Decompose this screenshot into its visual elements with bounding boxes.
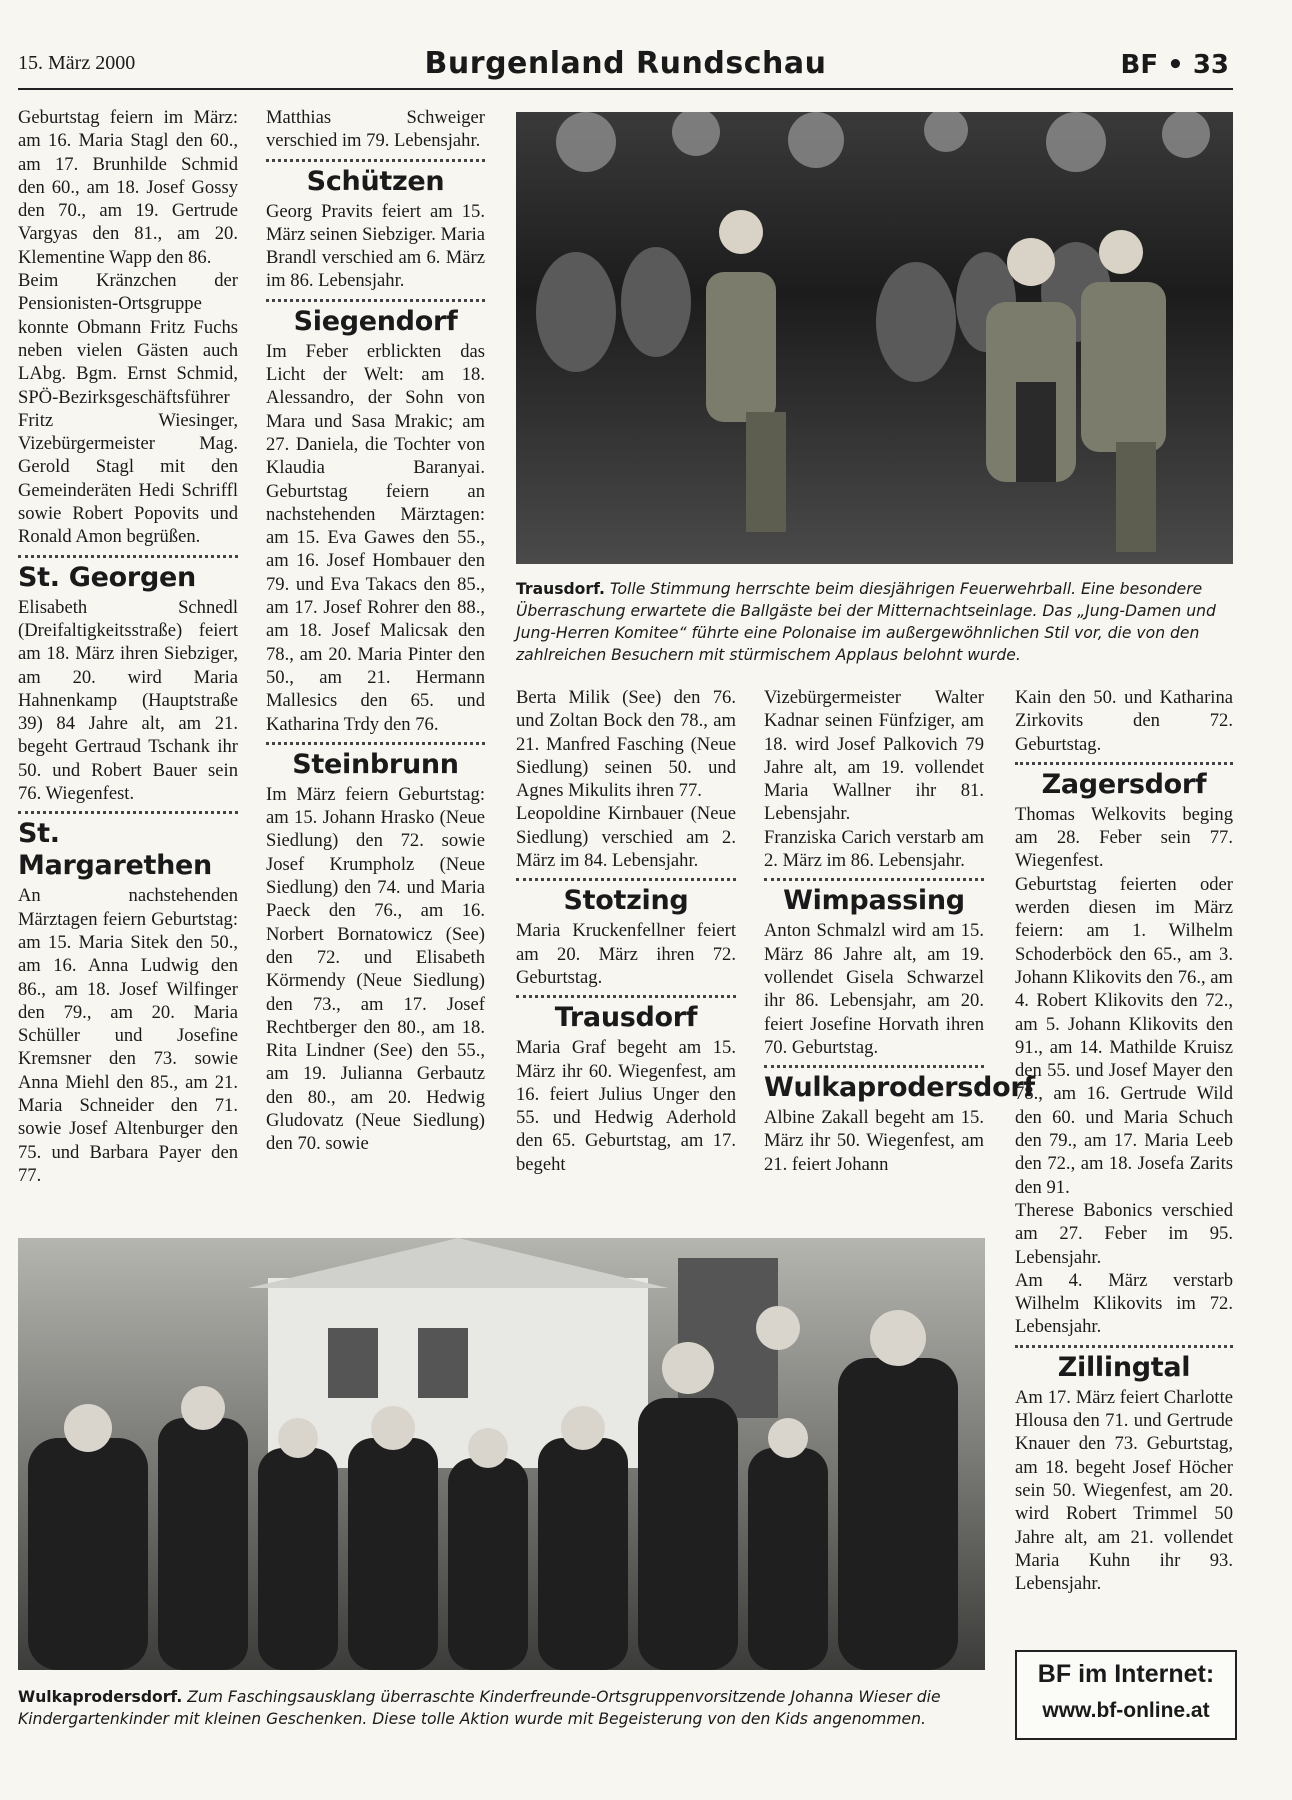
caption-place: Wulkaprodersdorf. <box>18 1688 183 1706</box>
dotted-divider <box>764 1065 984 1068</box>
website-box <box>1015 1650 1237 1740</box>
article-text: Im Feber erblickten das Licht der Welt: am 18. Alessandro, der Sohn von Mara und Sasa Mrakic; am 27. Daniela, die Tochter von Klaudia Baranyai. Geburtstag feiern an nachstehenden Märztagen: am 15. Eva Gawes den 55., am 16. Josef Hombauer den 79. und Eva Takacs den 85., am 17. Josef Rohrer den 88., am 18. Josef Malicsak den 78., am 20. Maria Pinter den 50., am 21. Hermann Mallesics den 65. und Katharina Trdy den 76. <box>266 340 485 735</box>
article-text: Leopoldine Kirnbauer (Neue Siedlung) verschied am 2. März im 84. Lebensjahr. <box>516 803 736 872</box>
article-text: Im März feiern Geburtstag: am 15. Johann Hrasko (Neue Siedlung) den 72. sowie Josef Krumpholz (Neue Siedlung) den 74. und Maria Paeck den 76., am 16. Norbert Bornatowicz (See) den 72. und Elisabeth Körmendy (Neue Siedlung) den 73., am 17. Josef Rechtberger den 80., am 18. Rita Lindner (See) den 55., am 19. Julianna Gerbautz den 80., am 20. Hedwig Gludovatz (Neue Siedlung) den 70. sowie <box>266 783 485 1155</box>
article-text: Berta Milik (See) den 76. und Zoltan Bock den 78., am 21. Manfred Fasching (Neue Siedlung) seinen 50. und Agnes Mikulits ihren 77. <box>516 687 736 802</box>
section-heading-siegendorf: Siegendorf <box>293 305 458 337</box>
section-heading-wimpassing: Wimpassing <box>783 885 965 917</box>
website-box-title: BF im Internet: <box>1037 1660 1215 1688</box>
dotted-divider <box>1015 1345 1233 1348</box>
section-heading-zillingtal: Zillingtal <box>1057 1351 1191 1383</box>
article-text: Anton Schmalzl wird am 15. März 86 Jahre alt, am 19. vollendet Gisela Schwarzel ihr 86. Lebensjahr, am 20. feiert Josefine Horvath ihren 70. Geburtstag. <box>764 920 984 1058</box>
photo-caption-wulkaprodersdorf <box>18 1686 985 1730</box>
caption-text: Zum Faschingsausklang überraschte Kinderfreunde-Ortsgruppenvorsitzende Johanna Wieser die Kindergartenkinder mit kleinen Geschenken. Diese tolle Aktion wurde mit Begeisterung von den Kids angenommen. <box>18 1688 941 1728</box>
article-text: Franziska Carich verstarb am 2. März im 86. Lebensjahr. <box>764 826 984 872</box>
photo-caption-trausdorf <box>516 578 1233 666</box>
dotted-divider <box>266 159 485 162</box>
article-text: An nachstehenden Märztagen feiern Geburtstag: am 15. Maria Sitek den 50., am 16. Anna Ludwig den 86., am 18. Josef Wilfinger den 79., am 20. Maria Schüller und Josefine Kremsner den 73. sowie Anna Miehl den 85., am 21. Maria Schneider den 71. sowie Josef Altenburger den 75. und Barbara Payer den 77. <box>18 885 238 1186</box>
section-heading-zagersdorf: Zagersdorf <box>1041 768 1207 800</box>
article-text: Vizebürgermeister Walter Kadnar seinen Fünfziger, am 18. wird Josef Palkovich 79 Jahre alt, am 19. vollendet Maria Wallner ihr 81. Lebensjahr. <box>764 687 984 825</box>
section-heading-st-georgen: St. Georgen <box>18 561 196 593</box>
section-heading-steinbrunn: Steinbrunn <box>292 748 459 780</box>
caption-text: Tolle Stimmung herrschte beim diesjährigen Feuerwehrball. Eine besondere Überraschung erwartete die Ballgäste bei der Mitternachtseinlage. Das „Jung-Damen und Jung-Herren Komitee“ führte eine Polonaise im außergewöhnlichen Stil vor, die von den zahlreichen Besuchern mit stürmischem Applaus belohnt wurde. <box>516 580 1216 664</box>
article-text: Elisabeth Schnedl (Dreifaltigkeitsstraße) feiert am 18. März ihren Siebziger, am 20. wird Maria Hahnenkamp (Hauptstraße 39) 84 Jahre alt, am 21. begeht Gertraud Tschank ihr 50. und Robert Bauer sein 76. Wiegenfest. <box>18 596 238 805</box>
issue-date: 15. März 2000 <box>18 52 136 74</box>
article-text: Am 4. März verstarb Wilhelm Klikovits im 72. Lebensjahr. <box>1015 1269 1233 1338</box>
article-text: Geburtstag feierten oder werden diesen im März feiern: am 1. Wilhelm Schoderböck den 65., am 3. Johann Klikovits den 76., am 4. Robert Klikovits den 72., am 5. Johann Klikovits den 91., am 14. Mathilde Kruisz den 55. und Josef Mayer den 78., am 16. Gertrude Wild den 60. und Maria Schuch den 79., am 17. Maria Leeb den 72., am 18. Josefa Zarits den 91. <box>1015 873 1233 1198</box>
article-text: Kain den 50. und Katharina Zirkovits den 72. Geburtstag. <box>1015 687 1233 755</box>
dotted-divider <box>18 811 238 814</box>
article-text: Am 17. März feiert Charlotte Hlousa den 71. und Gertrude Knauer den 73. Geburtstag, am 18. begeht Josef Höcher sein 50. Wiegenfest, am 20. wird Robert Trimmel 50 Jahre alt, am 21. vollendet Maria Kuhn ihr 93. Lebensjahr. <box>1015 1386 1233 1595</box>
dotted-divider <box>516 878 736 881</box>
column-3 <box>516 686 736 1176</box>
dotted-divider <box>764 878 984 881</box>
ballroom-photo-illustration <box>516 112 1233 564</box>
dotted-divider <box>266 742 485 745</box>
page-number: BF • 33 <box>1120 50 1229 80</box>
website-url[interactable]: www.bf-online.at <box>1042 1699 1210 1722</box>
dotted-divider <box>516 995 736 998</box>
column-1 <box>18 106 238 1187</box>
dotted-divider <box>1015 762 1233 765</box>
section-heading-schuetzen: Schützen <box>306 165 445 197</box>
kindergarten-photo-illustration <box>18 1238 985 1670</box>
article-text: Thomas Welkovits beging am 28. Feber sein 77. Wiegenfest. <box>1015 803 1233 872</box>
article-text: Beim Kränzchen der Pensionisten-Ortsgruppe konnte Obmann Fritz Fuchs neben vielen Gästen auch LAbg. Bgm. Ernst Schmid, SPÖ-Bezirksgeschäftsführer Fritz Wiesinger, Vizebürgermeister Mag. Gerold Stagl mit den Gemeinderäten Hedi Schriffl sowie Robert Popovits und Ronald Amon begrüßen. <box>18 270 238 548</box>
article-text: Georg Pravits feiert am 15. März seinen Siebziger. Maria Brandl verschied am 6. März im 86. Lebensjahr. <box>266 200 485 292</box>
article-text: Maria Kruckenfellner feiert am 20. März ihren 72. Geburtstag. <box>516 920 736 988</box>
column-4 <box>764 686 1035 1176</box>
column-2 <box>266 106 485 1156</box>
section-heading-trausdorf: Trausdorf <box>554 1002 698 1034</box>
article-text: Therese Babonics verschied am 27. Feber im 95. Lebensjahr. <box>1015 1199 1233 1268</box>
caption-place: Trausdorf. <box>516 580 605 598</box>
article-text: Albine Zakall begeht am 15. März ihr 50. Wiegenfest, am 21. feiert Johann <box>764 1107 984 1175</box>
photo-feuerwehrball <box>516 112 1233 564</box>
newspaper-title: Burgenland Rundschau <box>424 46 827 81</box>
dotted-divider <box>18 555 238 558</box>
article-text: Matthias Schweiger verschied im 79. Lebensjahr. <box>266 107 485 152</box>
section-heading-st-margarethen: St. Margarethen <box>18 818 212 882</box>
section-heading-stotzing: Stotzing <box>563 885 689 917</box>
article-text: Geburtstag feiern im März: am 16. Maria Stagl den 60., am 17. Brunhilde Schmid den 60., am 18. Josef Gossy den 70., am 19. Gertrude Vargyas den 81., am 20. Klementine Wapp den 86. <box>18 107 238 268</box>
photo-kindergarten <box>18 1238 985 1670</box>
section-heading-wulkaprodersdorf: Wulkaprodersdorf <box>764 1072 1035 1104</box>
column-5 <box>1015 686 1233 1595</box>
dotted-divider <box>266 299 485 302</box>
article-text: Maria Graf begeht am 15. März ihr 60. Wiegenfest, am 16. feiert Julius Unger den 55. und Hedwig Aderhold den 65. Geburtstag, am 17. begeht <box>516 1037 736 1175</box>
page-header <box>18 44 1233 90</box>
